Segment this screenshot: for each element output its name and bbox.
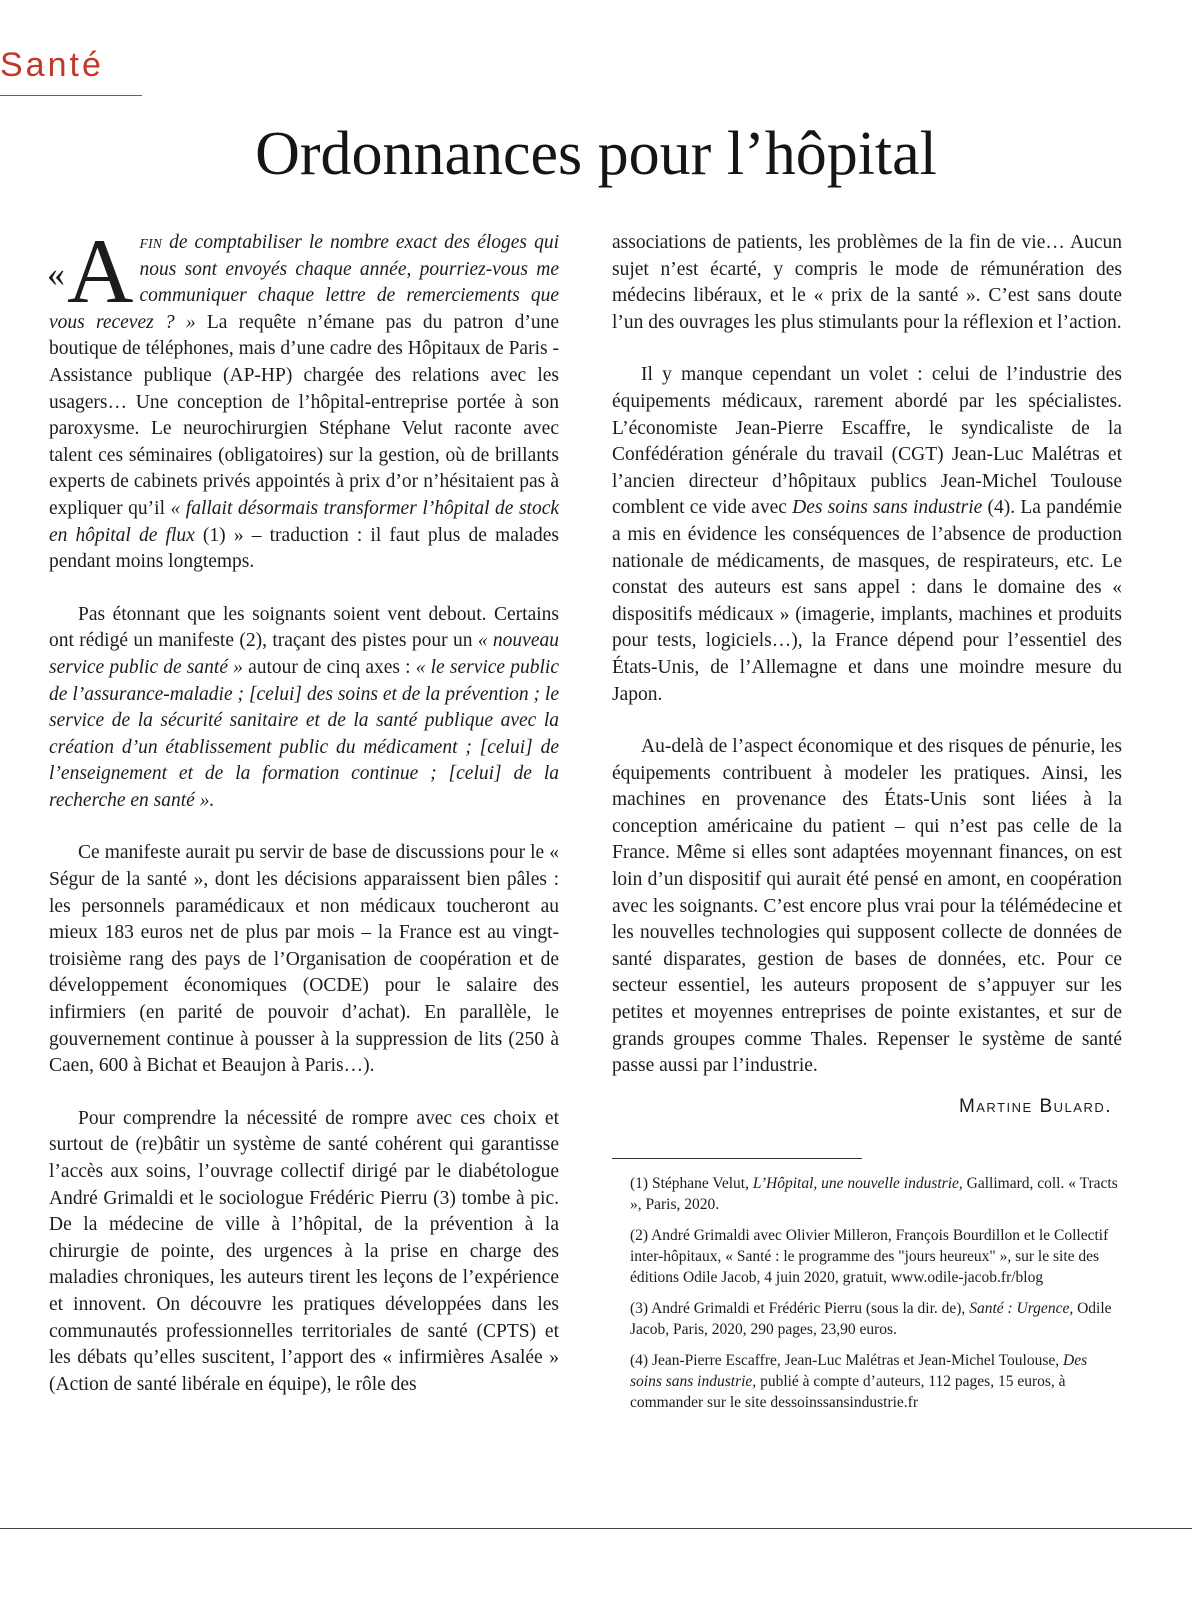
section-rubric: Santé: [0, 46, 104, 84]
paragraph-2: [49, 602, 559, 815]
footnote-1-title: L’Hôpital, une nouvelle industrie,: [752, 1175, 963, 1193]
footnote-4: [612, 1350, 1122, 1413]
footnote-3-title: Santé : Urgence,: [969, 1300, 1074, 1318]
rubric-underline: [0, 95, 142, 96]
paragraph-4: Pour comprendre la nécessité de rompre avec ces choix et surtout de (re)bâtir un système de santé cohérent qui garantisse l’accès aux soins, l’ouvrage collectif dirigé par le diabétologue André Grimaldi et le sociologue Frédéric Pierru (3) tombe à pic. De la médecine de ville à l’hôpital, de la prévention à la chirurgie de pointe, des urgences à la prise en charge des maladies chroniques, les auteurs tirent les leçons de l’expérience et innovent. On découvre les pratiques développées dans les communautés professionnelles territoriales de santé (CPTS) et les débats qu’elles suscitent, l’apport des « infirmières Asalée » (Action de santé libérale en équipe), le rôle des: [49, 1107, 559, 1395]
paragraph-2-quote-a: « nouveau service public de santé »: [49, 630, 559, 678]
footnote-4-title: Des soins sans industrie,: [630, 1352, 1088, 1391]
book-title: Des soins sans industrie: [792, 497, 983, 519]
footnote-4-text-b: publié à compte d’auteurs, 112 pages, 15 euros, à commander sur le site dessoinssansindustrie.fr: [630, 1373, 1066, 1412]
footnote-2: (2) André Grimaldi avec Olivier Milleron, François Bourdillon et le Collectif inter-hôpitaux, « Santé : le programme des "jours heureux" », sur le site des éditions Odile Jacob, 4 juin 2020, gratuit, www.odile-jacob.fr/blog: [630, 1227, 1109, 1287]
article-title: Ordonnances pour l’hôpital: [255, 120, 937, 188]
paragraph-6: [612, 362, 1122, 708]
footnotes: [612, 1173, 1122, 1413]
footnote-rule: [612, 1158, 862, 1159]
paragraph-6-text-a: Il y manque cependant un volet : celui de l’industrie des équipements médicaux, rarement abordé par les spécialistes. L’économiste Jean-Pierre Escaffre, le syndicaliste de la Confédération générale du travail (CGT) Jean-Luc Malétras et l’ancien directeur d’hôpitaux publics Jean-Michel Toulouse comblent ce vide avec: [612, 364, 1122, 519]
page-bottom-rule: [0, 1528, 1192, 1529]
footnote-4-text-a: (4) Jean-Pierre Escaffre, Jean-Luc Malétras et Jean-Michel Toulouse,: [630, 1352, 1064, 1370]
paragraph-1-quote-b: « fallait désormais transformer l’hôpital de stock en hôpital de flux: [49, 497, 560, 546]
paragraph-2-text-b: autour de cinq axes :: [242, 656, 416, 678]
footnote-3: [612, 1298, 1122, 1340]
paragraph-2-text-a: Pas étonnant que les soignants soient vent debout. Certains ont rédigé un manifeste (2), traçant des pistes pour un: [49, 603, 559, 652]
author-signature: Martine Bulard.: [958, 1095, 1112, 1117]
footnote-1-text-b: Gallimard, coll. « Tracts », Paris, 2020.: [630, 1175, 1118, 1214]
lead-quote: de comptabiliser le nombre exact des éloges qui nous sont envoyés chaque année, pourriez-vous me communiquer chaque lettre de remerciements que vous recevez ? »: [49, 232, 559, 333]
drop-cap: A: [67, 220, 134, 322]
footnote-1: [612, 1173, 1122, 1215]
paragraph-1-text-a: La requête n’émane pas du patron d’une boutique de téléphones, mais d’une cadre des Hôpitaux de Paris - Assistance publique (AP-HP) chargée des relations avec les usagers… Une conception de l’hôpital-entreprise portée à son paroxysme. Le neurochirurgien Stéphane Velut raconte avec talent ces séminaires (obligatoires) sur la gestion, où de brillants experts de cabinets privés appointés à prix d’or n’hésitaient pas à expliquer qu’il: [49, 311, 559, 519]
paragraph-1-text-b: (1) » – traduction : il faut plus de malades pendant moins longtemps.: [49, 524, 559, 573]
paragraph-6-text-b: (4). La pandémie a mis en évidence les conséquences de l’absence de production nationale de médicaments, de masques, de respirateurs, etc. Le constat des auteurs est sans appel : dans le domaine des « dispositifs médicaux » (imagerie, implants, machines et produits pour tests, logiciels…), la France dépend pour l’essentiel des États-Unis, de l’Allemagne et dans une moindre mesure du Japon.: [612, 497, 1122, 705]
smallcaps-lead: fin: [139, 232, 163, 253]
paragraph-7: Au-delà de l’aspect économique et des risques de pénurie, les équipements contribuent à modeler les pratiques. Ainsi, les machines en provenance des États-Unis sont liées à la conception américaine du patient – qui n’est pas celle de la France. Même si elles sont adaptées moyennant finances, on est loin d’un dispositif qui aurait été pensé en amont, en coopération avec les soignants. C’est encore plus vrai pour la télémédecine et les nouvelles technologies qui supposent collecte de données de santé disparates, gestion de bases de données, etc. Pour ce secteur essentiel, les auteurs proposent de s’appuyer sur les petites et moyennes entreprises de pointe existantes, et sur de grands groupes comme Thales. Repenser le système de santé passe aussi par l’industrie.: [612, 736, 1122, 1077]
paragraph-2-quote-b: « le service public de l’assurance-maladie ; [celui] des soins et de la prévention ; le service de la sécurité sanitaire et de la santé publique avec la création d’un établissement public du médicament ; [celui] de l’enseignement et de la formation continue ; [celui] de la recherche en santé ».: [49, 656, 559, 811]
footnote-3-text-b: Odile Jacob, Paris, 2020, 290 pages, 23,90 euros.: [630, 1300, 1112, 1339]
opening-quote: «: [47, 254, 65, 294]
left-column: [47, 220, 560, 1424]
footnote-1-text-a: (1) Stéphane Velut,: [630, 1175, 753, 1193]
paragraph-3: Ce manifeste aurait pu servir de base de discussions pour le « Ségur de la santé », dont les décisions apparaissent bien pâles : les personnels paramédicaux et non médicaux toucheront au mieux 183 euros net de plus par mois – la France est au vingt-troisième rang des pays de l’Organisation de coopération et de développement économiques (OCDE) pour le salaire des infirmiers (en parité de pouvoir d’achat). En parallèle, le gouvernement continue à pousser à la suppression de lits (250 à Caen, 600 à Bichat et Beaujon à Paris…).: [49, 842, 559, 1077]
footnote-3-text-a: (3) André Grimaldi et Frédéric Pierru (sous la dir. de),: [630, 1300, 970, 1318]
paragraph-1: [47, 220, 560, 576]
paragraph-5: associations de patients, les problèmes de la fin de vie… Aucun sujet n’est écarté, y compris le mode de rémunération des médecins libéraux, et le « prix de la santé ». C’est sans doute l’un des ouvrages les plus stimulants pour la réflexion et l’action.: [612, 232, 1122, 333]
right-column: [612, 230, 1122, 1423]
